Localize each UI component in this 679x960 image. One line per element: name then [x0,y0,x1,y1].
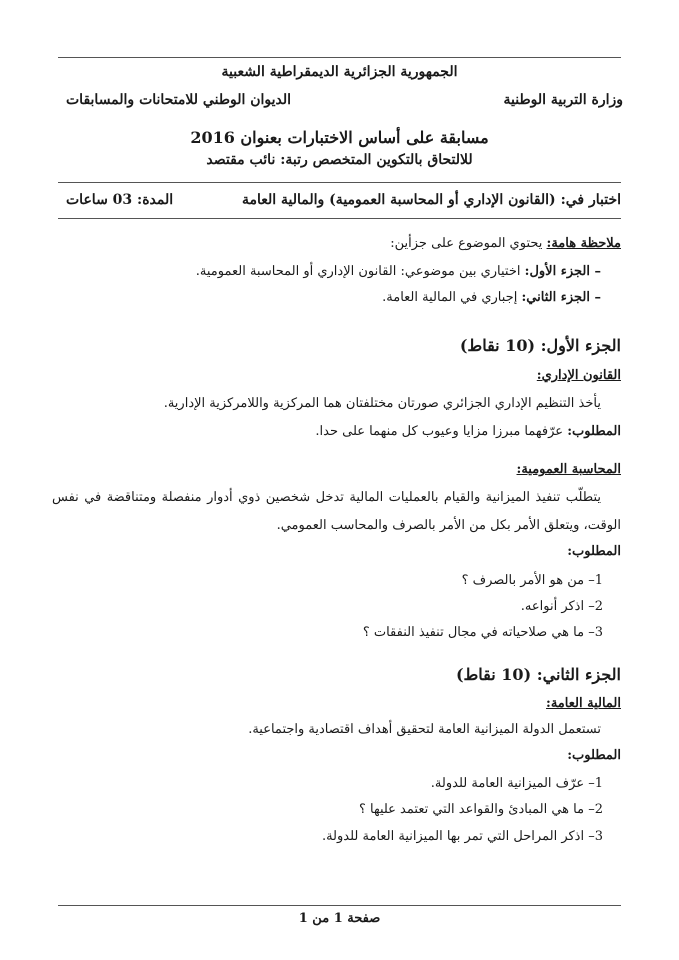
office-name: الديوان الوطني للامتحانات والمسابقات [66,92,292,108]
admin-law-required-text: عرّفهما مبرزا مزايا وعيوب كل منهما على حدا. [315,424,564,439]
public-finance-required-label: المطلوب: [567,748,621,763]
accounting-text-line2: الوقت، ويتعلق الأمر بكل من الأمر بالصرف والمحاسب العمومي. [276,518,621,533]
public-finance-heading: المالية العامة: [546,696,621,711]
accounting-heading: المحاسبة العمومية: [516,462,621,477]
accounting-required-label: المطلوب: [567,544,621,559]
admin-law-required [315,424,621,439]
contest-subtitle: للالتحاق بالتكوين المتخصص رتبة: نائب مقتصد [206,152,473,168]
note-part2-label: – الجزء الثاني: [521,290,601,305]
footer-rule [58,905,621,906]
contest-title: مسابقة على أساس الاختبارات بعنوان 2016 [190,128,489,147]
public-finance-text: تستعمل الدولة الميزانية العامة لتحقيق أهداف اقتصادية واجتماعية. [248,722,601,737]
finance-question-3: 3– اذكر المراحل التي تمر بها الميزانية العامة للدولة. [321,829,603,844]
note-part1 [196,264,601,279]
part2-title: الجزء الثاني: (10 نقاط) [455,665,621,684]
page-number: صفحة 1 من 1 [298,911,381,926]
subject-label: اختبار في: [560,192,621,208]
finance-question-1: 1– عرّف الميزانية العامة للدولة. [430,776,603,791]
admin-law-heading: القانون الإداري: [536,368,621,383]
top-rule [58,57,621,58]
important-note [390,236,621,251]
exam-subject [242,192,621,208]
finance-question-2: 2– ما هي المبادئ والقواعد التي تعتمد عليها ؟ [358,802,603,817]
accounting-question-3: 3– ما هي صلاحياته في مجال تنفيذ النفقات ؟ [362,625,603,640]
note-label: ملاحظة هامة: [546,236,621,251]
note-text: يحتوي الموضوع على جزأين: [390,236,543,251]
part1-title: الجزء الأول: (10 نقاط) [459,336,621,355]
note-part2 [382,290,601,305]
accounting-question-2: 2– اذكر أنواعه. [520,599,603,614]
accounting-question-1: 1– من هو الأمر بالصرف ؟ [461,573,603,588]
accounting-text-line1: يتطلّب تنفيذ الميزانية والقيام بالعمليات المالية تدخل شخصين ذوي أدوار منفصلة ومتناقضة في نفس [52,490,601,505]
header-rule [58,182,621,183]
note-part1-label: – الجزء الأول: [524,264,601,279]
admin-law-text: يأخذ التنظيم الإداري الجزائري صورتان مختلفتان هما المركزية واللامركزية الإدارية. [163,396,601,411]
note-part1-text: اختياري بين موضوعي: القانون الإداري أو المحاسبة العمومية. [195,264,521,279]
subject-text: (القانون الإداري أو المحاسبة العمومية) والمالية العامة [241,192,556,208]
admin-law-required-label: المطلوب: [567,424,621,439]
duration-value: 03 ساعات [66,192,133,208]
duration-label: المدة: [137,192,174,208]
note-part2-text: إجباري في المالية العامة. [382,290,518,305]
exam-duration [66,192,173,208]
ministry-name: وزارة التربية الوطنية [503,92,623,108]
republic-title: الجمهورية الجزائرية الديمقراطية الشعبية [221,64,458,80]
info-rule [58,218,621,219]
